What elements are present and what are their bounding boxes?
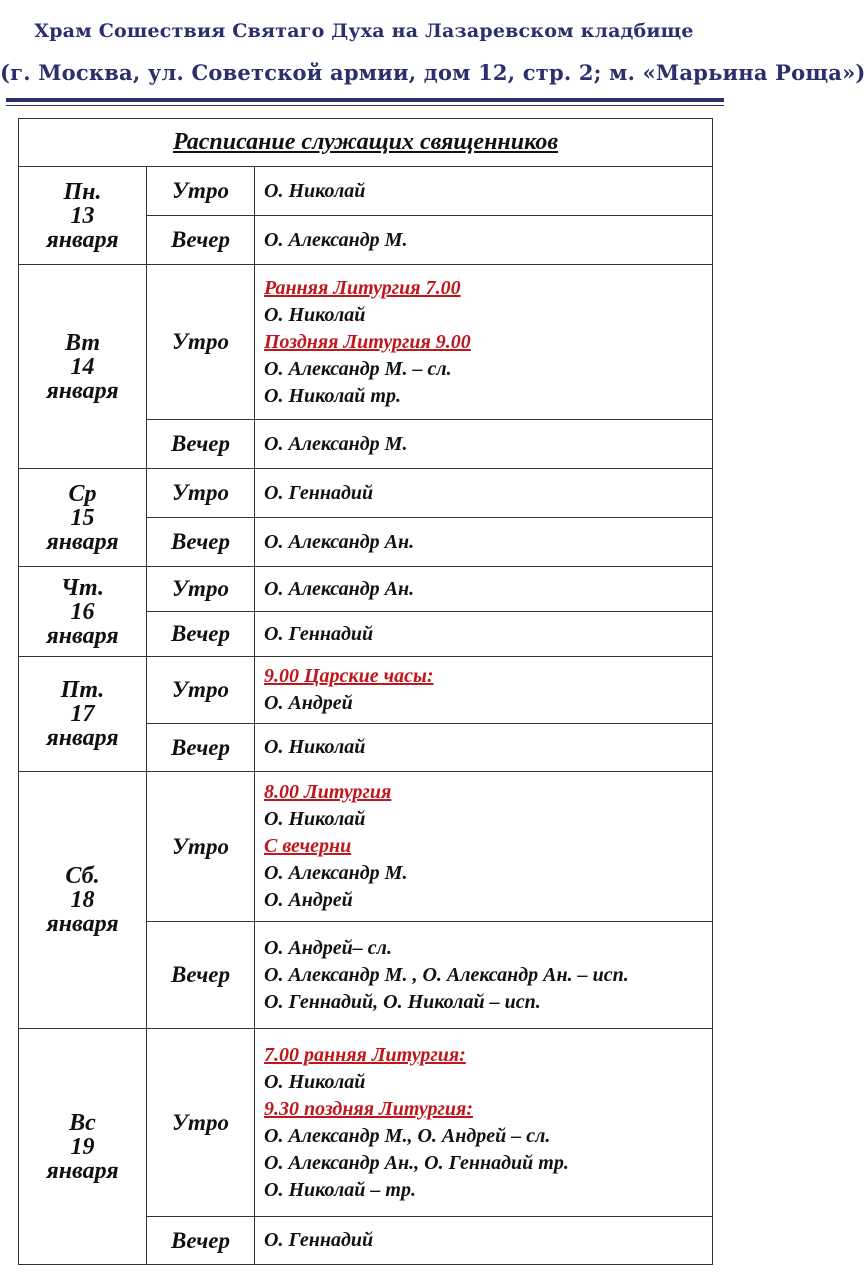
morning-label: Утро (147, 469, 255, 518)
evening-priests (255, 518, 713, 567)
day-month: января (46, 1157, 119, 1184)
priest-line: О. Геннадий (264, 481, 374, 504)
morning-label: Утро (147, 657, 255, 724)
morning-priests (255, 1029, 713, 1217)
priest-line: О. Николай (264, 303, 366, 326)
priest-line: О. Николай (264, 1070, 366, 1093)
priest-line: О. Александр М., О. Андрей – сл. (264, 1124, 551, 1147)
morning-priests (255, 265, 713, 420)
evening-priests (255, 612, 713, 657)
priest-line: О. Николай (264, 179, 366, 202)
schedule-row-morning (19, 567, 713, 612)
evening-priests (255, 216, 713, 265)
priest-line: О. Александр Ан., О. Геннадий тр. (264, 1151, 569, 1174)
service-heading: С вечерни (264, 835, 352, 857)
service-heading: 7.00 ранняя Литургия: (264, 1043, 466, 1066)
evening-priests (255, 1217, 713, 1265)
church-address: (г. Москва, ул. Советской армии, дом 12, стр. 2; м. «Марьина Роща») (0, 60, 866, 85)
day-month: января (46, 622, 119, 649)
service-heading: 8.00 Литургия (264, 781, 392, 803)
morning-label: Утро (147, 567, 255, 612)
day-date: 16 (70, 598, 95, 625)
evening-priests (255, 922, 713, 1029)
day-month: января (46, 226, 119, 253)
morning-priests (255, 469, 713, 518)
schedule-row-morning (19, 1029, 713, 1217)
priest-line: О. Геннадий (264, 622, 374, 645)
church-name: Храм Сошествия Святаго Духа на Лазаревском кладбище (34, 20, 694, 42)
priest-line: О. Геннадий (264, 1229, 374, 1251)
priest-line: О. Николай тр. (264, 384, 401, 407)
priest-line: О. Николай (264, 808, 366, 830)
priest-line: О. Николай (264, 736, 366, 758)
evening-priests (255, 420, 713, 469)
day-cell (19, 772, 147, 1029)
priest-line: О. Андрей– сл. (264, 936, 392, 959)
priest-line: О. Александр Ан. (264, 530, 415, 553)
day-month: января (46, 725, 119, 751)
day-weekday: Вс (69, 1109, 96, 1136)
day-date: 14 (70, 353, 95, 380)
evening-priests (255, 724, 713, 772)
day-cell (19, 567, 147, 657)
morning-label: Утро (147, 265, 255, 420)
evening-label: Вечер (147, 922, 255, 1029)
priest-line: О. Александр Ан. (264, 577, 415, 600)
schedule-row-morning (19, 265, 713, 420)
priest-line: О. Андрей (264, 889, 353, 911)
service-heading: 9.00 Царские часы: (264, 665, 434, 687)
schedule-row-morning (19, 772, 713, 922)
priest-line: О. Александр М. , О. Александр Ан. – исп. (264, 963, 629, 986)
morning-label: Утро (147, 1029, 255, 1217)
evening-label: Вечер (147, 518, 255, 567)
priest-line: О. Александр М. – сл. (264, 357, 452, 380)
day-weekday: Ср (68, 480, 97, 507)
morning-priests (255, 772, 713, 922)
priest-line: О. Геннадий, О. Николай – исп. (264, 990, 541, 1013)
day-month: января (46, 528, 119, 555)
day-cell (19, 657, 147, 772)
priest-line: О. Николай – тр. (264, 1178, 416, 1201)
day-cell (19, 265, 147, 469)
day-cell (19, 1029, 147, 1265)
schedule-row-morning (19, 657, 713, 724)
schedule-title: Расписание служащих священников (19, 119, 713, 167)
day-date: 18 (70, 887, 95, 913)
day-weekday: Чт. (61, 574, 104, 601)
header-divider-thin (6, 105, 724, 106)
priest-line: О. Александр М. (264, 862, 408, 884)
priest-line: О. Александр М. (264, 432, 408, 455)
service-heading: 9.30 поздняя Литургия: (264, 1097, 474, 1120)
service-heading: Ранняя Литургия 7.00 (264, 276, 461, 299)
day-month: января (46, 911, 119, 937)
priest-line: О. Андрей (264, 692, 353, 714)
morning-label: Утро (147, 772, 255, 922)
day-weekday: Пт. (60, 677, 105, 703)
day-date: 19 (70, 1133, 95, 1160)
evening-label: Вечер (147, 420, 255, 469)
evening-label: Вечер (147, 724, 255, 772)
evening-label: Вечер (147, 1217, 255, 1265)
schedule-row-morning (19, 167, 713, 216)
schedule-row-morning (19, 469, 713, 518)
day-weekday: Сб. (65, 863, 100, 889)
day-month: января (46, 377, 119, 404)
day-cell (19, 167, 147, 265)
morning-priests (255, 567, 713, 612)
day-cell (19, 469, 147, 567)
evening-label: Вечер (147, 216, 255, 265)
morning-label: Утро (147, 167, 255, 216)
header-divider-thick (6, 98, 724, 102)
day-date: 13 (70, 202, 95, 229)
evening-label: Вечер (147, 612, 255, 657)
schedule-table (18, 118, 713, 1265)
day-date: 15 (70, 504, 95, 531)
service-heading: Поздняя Литургия 9.00 (264, 330, 471, 353)
day-date: 17 (70, 701, 95, 727)
morning-priests (255, 167, 713, 216)
day-weekday: Вт (65, 329, 100, 356)
morning-priests (255, 657, 713, 724)
priest-line: О. Александр М. (264, 228, 408, 251)
day-weekday: Пн. (63, 178, 102, 205)
